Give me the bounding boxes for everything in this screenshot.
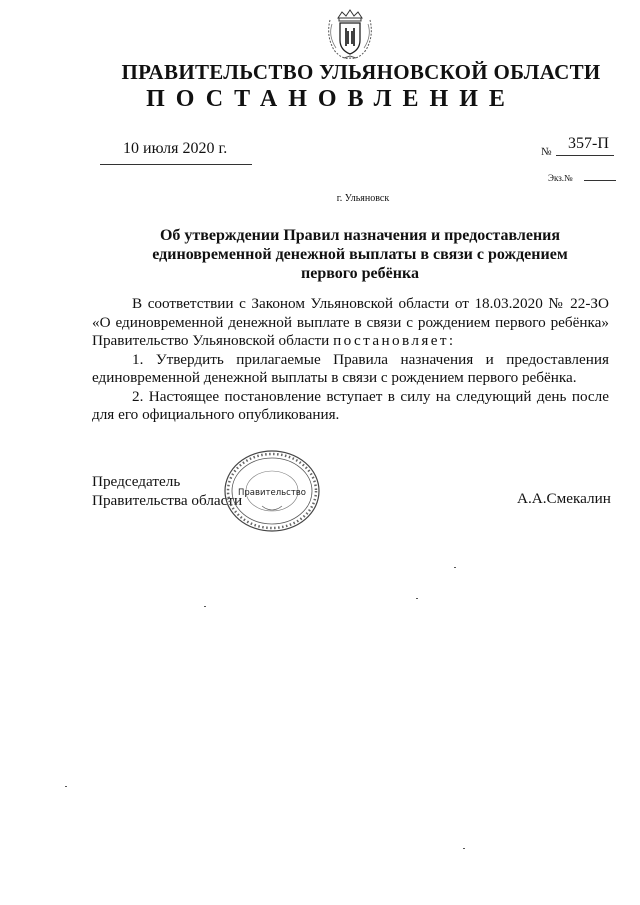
date-underline bbox=[100, 164, 252, 165]
scan-speck bbox=[416, 598, 418, 599]
preamble-text: В соответствии с Законом Ульяновской области от 18.03.2020 № 22-ЗО «О единовременной денежной выплате в связи с рождением первого ребёнка» Правительство Ульяновской области bbox=[92, 295, 609, 349]
document-number: 357-П bbox=[568, 135, 609, 152]
signatory-position bbox=[92, 473, 242, 510]
stamp-text: Правительство bbox=[238, 488, 306, 498]
subject-line: Об утверждении Правил назначения и предоставления bbox=[159, 227, 561, 244]
official-stamp-icon bbox=[222, 448, 322, 534]
document-body bbox=[92, 295, 609, 425]
resolves-word: постановляет: bbox=[333, 332, 456, 349]
city-label: г. Ульяновск bbox=[336, 193, 390, 204]
signatory-name: А.А.Смекалин bbox=[517, 490, 611, 507]
clause-2: 2. Настоящее постановление вступает в силу на следующий день после для его официального опубликования. bbox=[92, 387, 609, 423]
copy-number-underline bbox=[584, 180, 616, 181]
clause-1: 1. Утвердить прилагаемые Правила назначения и предоставления единовременной денежной выплаты в связи с рождением первого ребёнка. bbox=[92, 350, 609, 386]
document-subject bbox=[150, 226, 570, 283]
position-line: Правительства области bbox=[92, 491, 243, 509]
scan-speck bbox=[463, 848, 465, 849]
coat-of-arms-icon bbox=[324, 6, 376, 62]
scan-speck bbox=[65, 786, 67, 787]
document-type-title: ПОСТАНОВЛЕНИЕ bbox=[146, 86, 516, 112]
government-title: ПРАВИТЕЛЬСТВО УЛЬЯНОВСКОЙ ОБЛАСТИ bbox=[121, 60, 601, 84]
subject-line: единовременной денежной выплаты в связи с рождением bbox=[152, 246, 568, 263]
preamble-paragraph bbox=[92, 295, 609, 351]
scan-speck bbox=[454, 567, 456, 568]
number-underline bbox=[556, 155, 614, 156]
copy-number-label: Экз.№ bbox=[548, 173, 573, 183]
document-date: 10 июля 2020 г. bbox=[123, 140, 228, 157]
number-label: № bbox=[541, 146, 552, 158]
position-line: Председатель bbox=[92, 473, 181, 490]
subject-line: первого ребёнка bbox=[301, 265, 419, 282]
scan-speck bbox=[204, 606, 206, 607]
